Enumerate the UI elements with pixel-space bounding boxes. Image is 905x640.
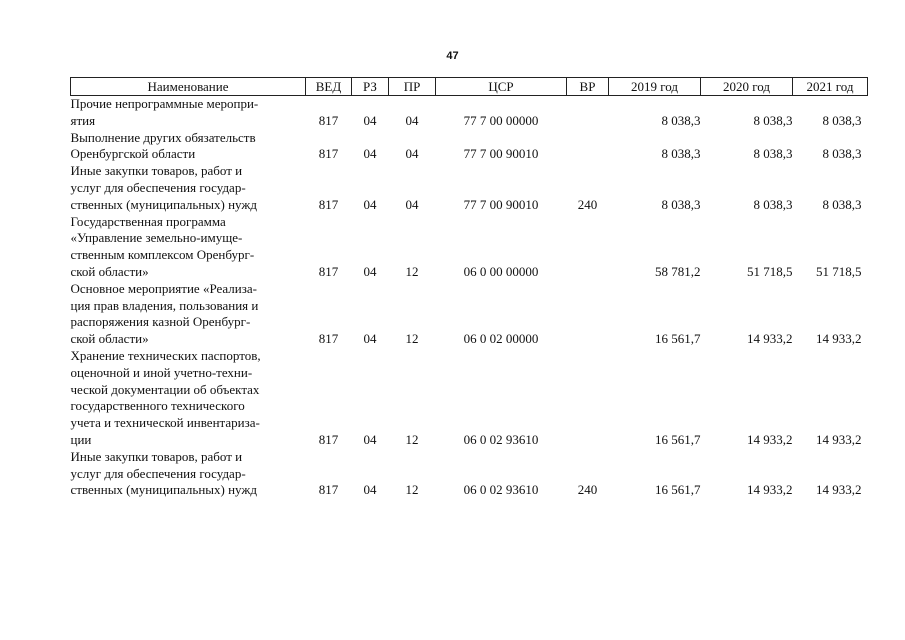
name-line: Государственная программа xyxy=(70,213,226,229)
name-line: Основное мероприятие «Реализа- xyxy=(70,280,257,296)
name-line: «Управление земельно-имуще- xyxy=(70,230,243,246)
cell-rz: 04 xyxy=(363,431,377,447)
cell-year-2019: 16 561,7 xyxy=(655,331,701,347)
cell-year-2020: 51 718,5 xyxy=(747,263,793,279)
table-body xyxy=(71,96,868,500)
cell-vr xyxy=(567,130,609,164)
cell-year-2020: 8 038,3 xyxy=(753,196,793,212)
name-line: ция прав владения, пользования и xyxy=(70,297,259,313)
header-year-2019: 2019 год xyxy=(609,78,701,96)
cell-name xyxy=(71,281,306,348)
cell-ved: 817 xyxy=(318,146,339,162)
name-line: оценочной и иной учетно-техни- xyxy=(70,364,253,380)
cell-csr: 77 7 00 90010 xyxy=(463,146,539,162)
cell-rz: 04 xyxy=(363,146,377,162)
header-rz: РЗ xyxy=(352,78,389,96)
cell-year-2019: 8 038,3 xyxy=(661,196,701,212)
name-line: ской области» xyxy=(70,263,149,279)
cell-year-2021: 14 933,2 xyxy=(816,431,862,447)
cell-year-2020: 8 038,3 xyxy=(753,146,793,162)
cell-ved: 817 xyxy=(318,196,339,212)
cell-year-2021: 8 038,3 xyxy=(822,146,862,162)
cell-name xyxy=(71,449,306,499)
name-line: ственным комплексом Оренбург- xyxy=(70,247,255,263)
header-csr: ЦСР xyxy=(436,78,567,96)
cell-ved: 817 xyxy=(318,112,339,128)
table-row xyxy=(71,214,868,281)
budget-table xyxy=(70,77,868,499)
cell-year-2020: 8 038,3 xyxy=(753,112,793,128)
cell-vr xyxy=(567,96,609,130)
table-row xyxy=(71,281,868,348)
cell-vr xyxy=(567,281,609,348)
cell-csr: 77 7 00 00000 xyxy=(463,112,539,128)
cell-year-2019: 16 561,7 xyxy=(655,431,701,447)
name-line: государственного технического xyxy=(70,398,245,414)
header-pr: ПР xyxy=(389,78,436,96)
name-line: Прочие непрограммные меропри- xyxy=(70,96,259,111)
name-line: услуг для обеспечения государ- xyxy=(70,465,246,481)
name-line: ции xyxy=(70,431,92,447)
cell-csr: 06 0 02 93610 xyxy=(463,431,539,447)
cell-name xyxy=(71,348,306,449)
cell-vr: 240 xyxy=(577,482,598,498)
cell-csr: 06 0 00 00000 xyxy=(463,263,539,279)
cell-pr: 04 xyxy=(405,196,419,212)
cell-rz: 04 xyxy=(363,196,377,212)
table-header-row xyxy=(71,78,868,96)
name-line: Иные закупки товаров, работ и xyxy=(70,163,243,179)
cell-csr: 06 0 02 00000 xyxy=(463,331,539,347)
cell-rz: 04 xyxy=(363,112,377,128)
cell-year-2020: 14 933,2 xyxy=(747,482,793,498)
name-line: ятия xyxy=(70,112,96,128)
name-line: Оренбургской области xyxy=(70,146,196,162)
header-year-2021: 2021 год xyxy=(793,78,868,96)
cell-csr: 77 7 00 90010 xyxy=(463,196,539,212)
table-row xyxy=(71,130,868,164)
header-ved: ВЕД xyxy=(306,78,352,96)
cell-rz: 04 xyxy=(363,482,377,498)
cell-ved: 817 xyxy=(318,482,339,498)
cell-ved: 817 xyxy=(318,331,339,347)
cell-pr: 04 xyxy=(405,146,419,162)
cell-year-2020: 14 933,2 xyxy=(747,431,793,447)
cell-year-2019: 16 561,7 xyxy=(655,482,701,498)
cell-name xyxy=(71,163,306,213)
cell-pr: 12 xyxy=(405,482,419,498)
name-line: ственных (муниципальных) нужд xyxy=(70,482,257,498)
name-line: Иные закупки товаров, работ и xyxy=(70,448,243,464)
name-line: учета и технической инвентариза- xyxy=(70,415,260,431)
cell-pr: 12 xyxy=(405,431,419,447)
cell-year-2021: 51 718,5 xyxy=(816,263,862,279)
cell-pr: 12 xyxy=(405,263,419,279)
cell-ved: 817 xyxy=(318,431,339,447)
cell-name xyxy=(71,214,306,281)
cell-ved: 817 xyxy=(318,263,339,279)
cell-year-2020: 14 933,2 xyxy=(747,331,793,347)
cell-rz: 04 xyxy=(363,263,377,279)
name-line: Хранение технических паспортов, xyxy=(70,347,261,363)
cell-vr xyxy=(567,214,609,281)
name-line: распоряжения казной Оренбург- xyxy=(70,314,251,330)
header-name: Наименование xyxy=(71,78,306,96)
cell-vr xyxy=(567,348,609,449)
cell-pr: 04 xyxy=(405,112,419,128)
cell-year-2019: 8 038,3 xyxy=(661,146,701,162)
name-line: ственных (муниципальных) нужд xyxy=(70,196,257,212)
cell-year-2021: 14 933,2 xyxy=(816,482,862,498)
cell-pr: 12 xyxy=(405,331,419,347)
cell-name xyxy=(71,130,306,164)
page-number: 47 xyxy=(446,50,459,62)
cell-year-2021: 8 038,3 xyxy=(822,112,862,128)
name-line: ческой документации об объектах xyxy=(70,381,260,397)
cell-year-2019: 58 781,2 xyxy=(655,263,701,279)
cell-year-2019: 8 038,3 xyxy=(661,112,701,128)
name-line: ской области» xyxy=(70,331,149,347)
table-row xyxy=(71,163,868,213)
name-line: услуг для обеспечения государ- xyxy=(70,179,246,195)
cell-name xyxy=(71,96,306,130)
cell-rz: 04 xyxy=(363,331,377,347)
cell-csr: 06 0 02 93610 xyxy=(463,482,539,498)
table-row xyxy=(71,449,868,499)
table-row xyxy=(71,96,868,130)
header-vr: ВР xyxy=(567,78,609,96)
cell-year-2021: 14 933,2 xyxy=(816,331,862,347)
name-line: Выполнение других обязательств xyxy=(70,129,256,145)
cell-year-2021: 8 038,3 xyxy=(822,196,862,212)
table-row xyxy=(71,348,868,449)
header-year-2020: 2020 год xyxy=(701,78,793,96)
cell-vr: 240 xyxy=(577,196,598,212)
